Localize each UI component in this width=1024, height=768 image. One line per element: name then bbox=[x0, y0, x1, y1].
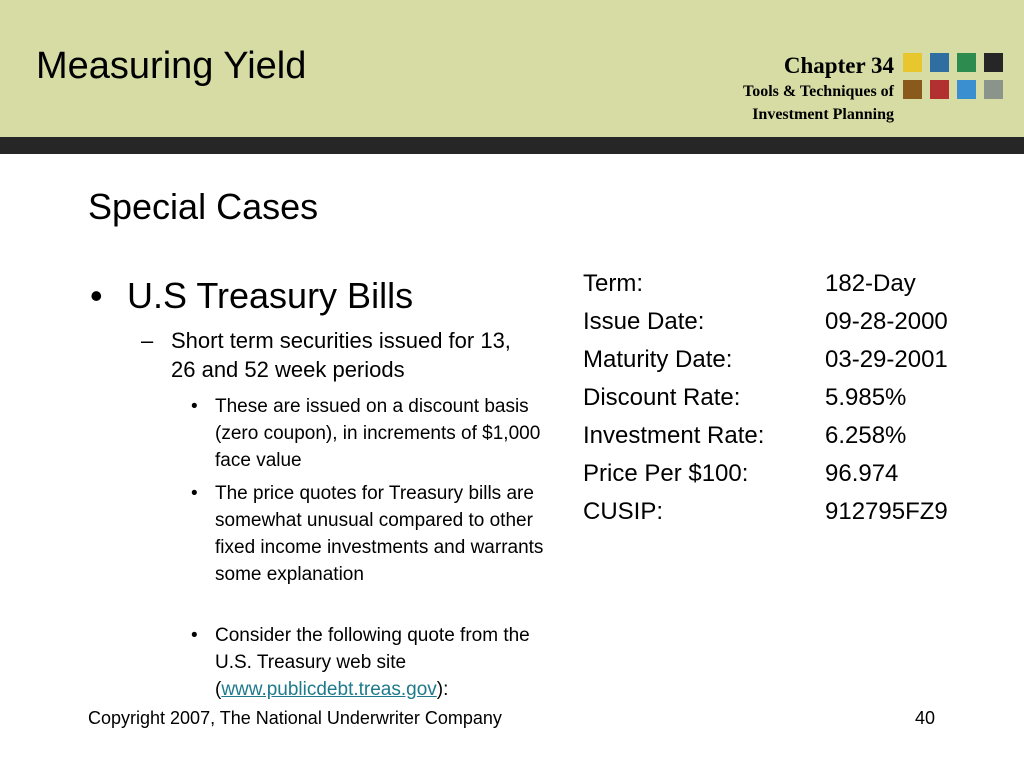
quote-label: Price Per $100: bbox=[583, 460, 749, 487]
quote-label: Investment Rate: bbox=[583, 422, 765, 449]
decorative-square bbox=[930, 53, 949, 72]
chapter-block bbox=[743, 52, 894, 126]
quote-label: CUSIP: bbox=[583, 498, 664, 525]
page-number: 40 bbox=[915, 708, 936, 728]
bullet-dot-icon: • bbox=[191, 483, 198, 504]
chapter-label: Chapter 34 bbox=[783, 53, 894, 78]
quote-label: Issue Date: bbox=[583, 308, 705, 335]
header-rule bbox=[0, 137, 1024, 154]
decorative-square bbox=[903, 53, 922, 72]
quote-value: 09-28-2000 bbox=[825, 308, 948, 335]
chapter-subtitle-line1: Tools & Techniques of bbox=[742, 83, 894, 100]
quote-value: 5.985% bbox=[825, 384, 907, 411]
quote-label: Term: bbox=[583, 270, 643, 297]
section-title: Special Cases bbox=[88, 186, 319, 227]
bullet-level1-text: U.S Treasury Bills bbox=[127, 275, 414, 316]
bullet-dot-icon: • bbox=[90, 275, 103, 316]
footer-copyright: Copyright 2007, The National Underwriter Company bbox=[88, 708, 502, 728]
decorative-square bbox=[957, 80, 976, 99]
bullet-text-before-link: Consider the following quote from the U.S. Treasury web site ( bbox=[215, 625, 530, 700]
decorative-square bbox=[903, 80, 922, 99]
bullet-text-after-link: ): bbox=[436, 679, 449, 700]
decorative-square bbox=[984, 80, 1003, 99]
quote-value: 96.974 bbox=[825, 460, 899, 487]
decorative-square bbox=[957, 53, 976, 72]
quote-value: 03-29-2001 bbox=[825, 346, 948, 373]
quote-value: 6.258% bbox=[825, 422, 907, 449]
slide-title: Measuring Yield bbox=[36, 45, 307, 87]
quote-value: 182-Day bbox=[825, 270, 916, 297]
decorative-squares bbox=[903, 53, 1003, 101]
bullet-level3-text: The price quotes for Treasury bills are somewhat unusual compared to other fixed income investments and warrants some explanation bbox=[215, 483, 544, 585]
bullet-level3-text: These are issued on a discount basis (zero coupon), in increments of $1,000 face value bbox=[215, 396, 541, 471]
chapter-subtitle-line2: Investment Planning bbox=[752, 106, 894, 123]
quote-label: Discount Rate: bbox=[583, 384, 741, 411]
quote-value: 912795FZ9 bbox=[825, 498, 948, 525]
decorative-square bbox=[984, 53, 1003, 72]
dash-icon: – bbox=[141, 328, 154, 353]
bullet-level3-text bbox=[215, 622, 551, 703]
bullet-dot-icon: • bbox=[191, 396, 198, 417]
quote-label: Maturity Date: bbox=[583, 346, 733, 373]
bullet-level2-text: Short term securities issued for 13, 26 and 52 week periods bbox=[171, 328, 511, 382]
bullet-dot-icon: • bbox=[191, 625, 198, 646]
treasury-website-link[interactable]: www.publicdebt.treas.gov bbox=[221, 679, 437, 700]
decorative-square bbox=[930, 80, 949, 99]
